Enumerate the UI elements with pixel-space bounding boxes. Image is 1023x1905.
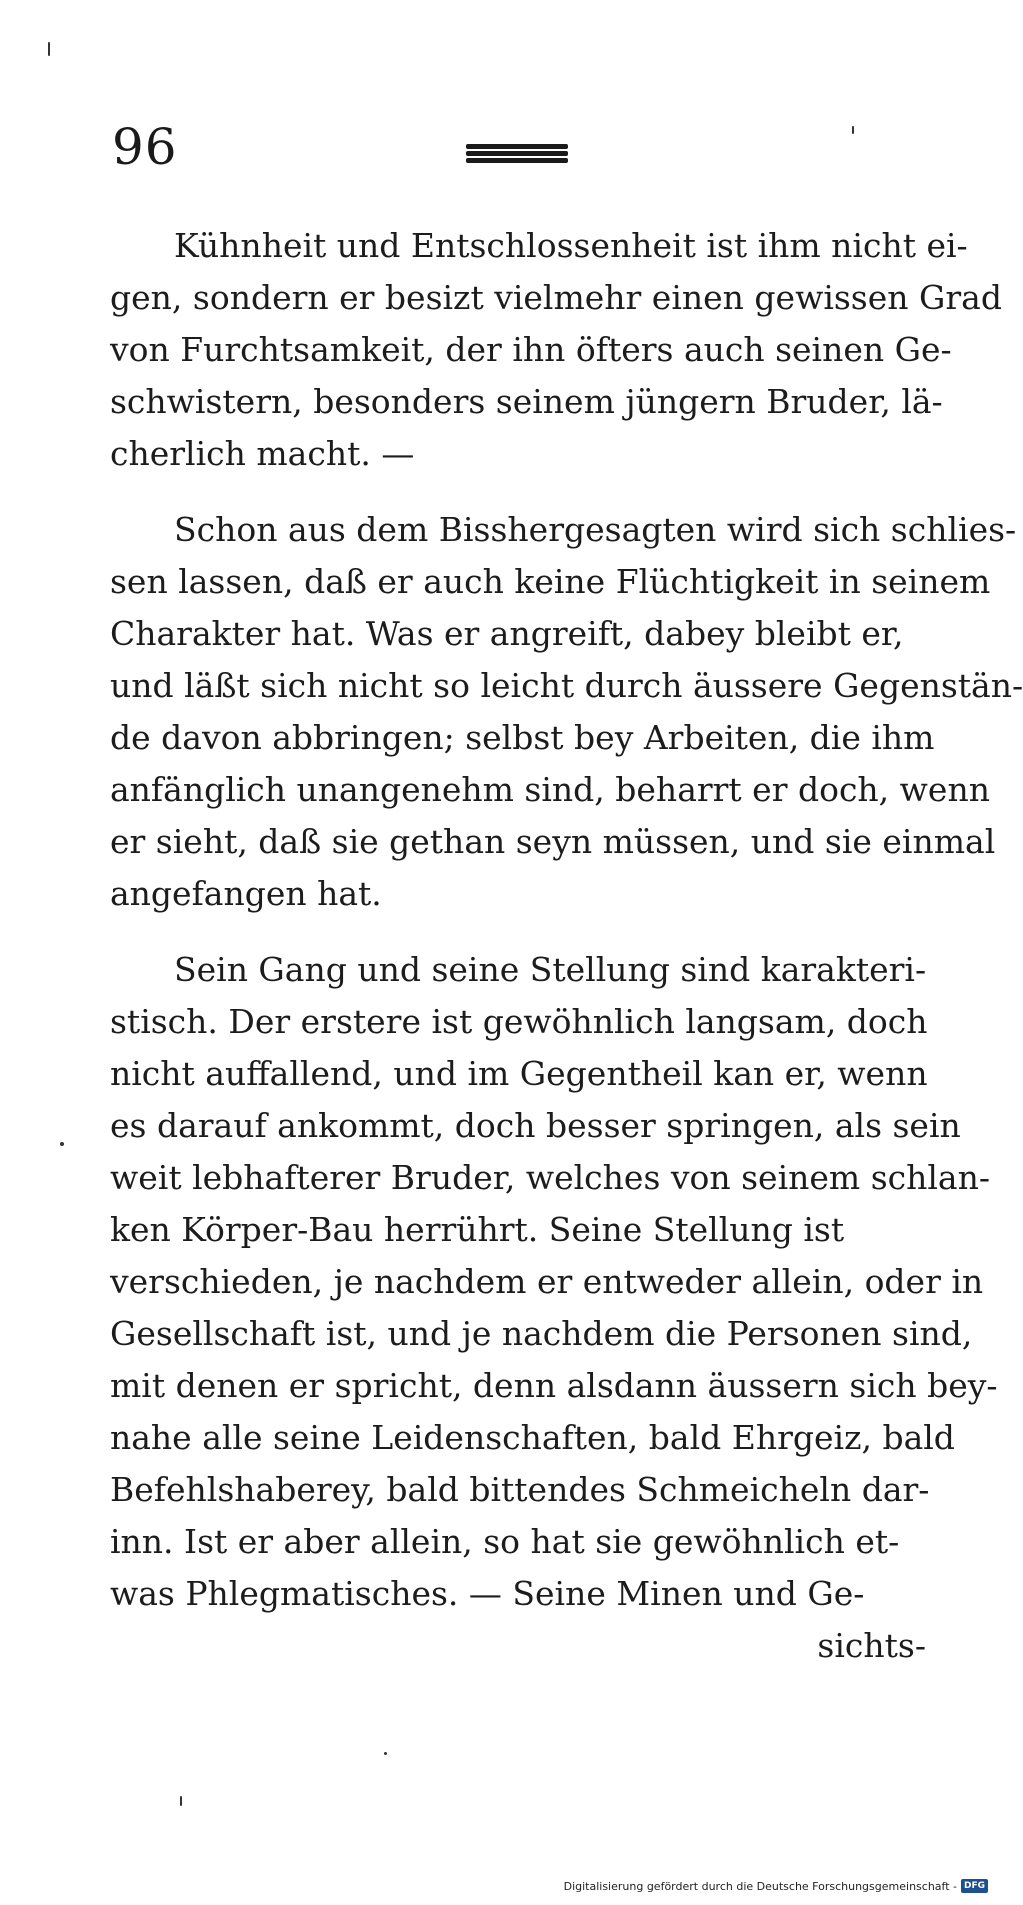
paragraph	[110, 504, 1023, 920]
text-line: sen lassen, daß er auch keine Flüchtigkeit in seinem	[110, 562, 991, 601]
scan-speck	[384, 1752, 387, 1755]
text-line: was Phlegmatisches. — Seine Minen und Ge-	[110, 1574, 865, 1613]
paragraph-gap	[110, 480, 930, 504]
header-rule-bar	[466, 151, 568, 156]
text-line: und läßt sich nicht so leicht durch äussere Gegenstän-	[110, 666, 1023, 705]
text-line: de davon abbringen; selbst bey Arbeiten, die ihm	[110, 718, 935, 757]
scan-speck	[60, 1142, 64, 1146]
scan-speck	[48, 42, 50, 56]
catchword: sichts-	[817, 1626, 926, 1665]
text-line: inn. Ist er aber allein, so hat sie gewöhnlich et-	[110, 1522, 900, 1561]
header-rule	[466, 144, 568, 162]
text-line: mit denen er spricht, denn alsdann äussern sich bey-	[110, 1366, 998, 1405]
header-rule-bar	[466, 144, 568, 149]
page-number: 96	[112, 118, 178, 176]
text-line: weit lebhafterer Bruder, welches von seinem schlan-	[110, 1158, 991, 1197]
text-line: schwistern, besonders seinem jüngern Bruder, lä-	[110, 382, 943, 421]
digitization-credit	[564, 1877, 988, 1895]
text-line: Charakter hat. Was er angreift, dabey bleibt er,	[110, 614, 904, 653]
text-line: nahe alle seine Leidenschaften, bald Ehrgeiz, bald	[110, 1418, 955, 1457]
text-line: stisch. Der erstere ist gewöhnlich langsam, doch	[110, 1002, 928, 1041]
paragraph	[110, 220, 1002, 480]
text-line: er sieht, daß sie gethan seyn müssen, und sie einmal	[110, 822, 996, 861]
paragraph-gap	[110, 920, 930, 944]
text-line: ken Körper-Bau herrührt. Seine Stellung ist	[110, 1210, 845, 1249]
text-line: es darauf ankommt, doch besser springen, als sein	[110, 1106, 961, 1145]
text-line: Schon aus dem Bisshergesagten wird sich schlies-	[174, 510, 1017, 549]
scan-speck	[852, 126, 854, 134]
dfg-logo: DFG	[961, 1879, 988, 1893]
text-line: angefangen hat.	[110, 874, 382, 913]
scan-speck	[180, 1796, 182, 1806]
text-line: Sein Gang und seine Stellung sind karakteri-	[174, 950, 927, 989]
text-line: verschieden, je nachdem er entweder allein, oder in	[110, 1262, 984, 1301]
text-line: von Furchtsamkeit, der ihn öfters auch seinen Ge-	[110, 330, 952, 369]
text-line: Kühnheit und Entschlossenheit ist ihm nicht ei-	[174, 226, 968, 265]
text-line: gen, sondern er besizt vielmehr einen gewissen Grad	[110, 278, 1002, 317]
body-text	[110, 220, 1023, 1672]
text-line: nicht auffallend, und im Gegentheil kan er, wenn	[110, 1054, 928, 1093]
credit-text: Digitalisierung gefördert durch die Deutsche Forschungsgemeinschaft -	[563, 1879, 957, 1893]
text-line: Gesellschaft ist, und je nachdem die Personen sind,	[110, 1314, 973, 1353]
text-line: anfänglich unangenehm sind, beharrt er doch, wenn	[110, 770, 990, 809]
text-line: Befehlshaberey, bald bittendes Schmeicheln dar-	[110, 1470, 930, 1509]
header-rule-bar	[466, 158, 568, 163]
text-line: cherlich macht. —	[110, 434, 415, 473]
paragraph	[110, 944, 998, 1620]
